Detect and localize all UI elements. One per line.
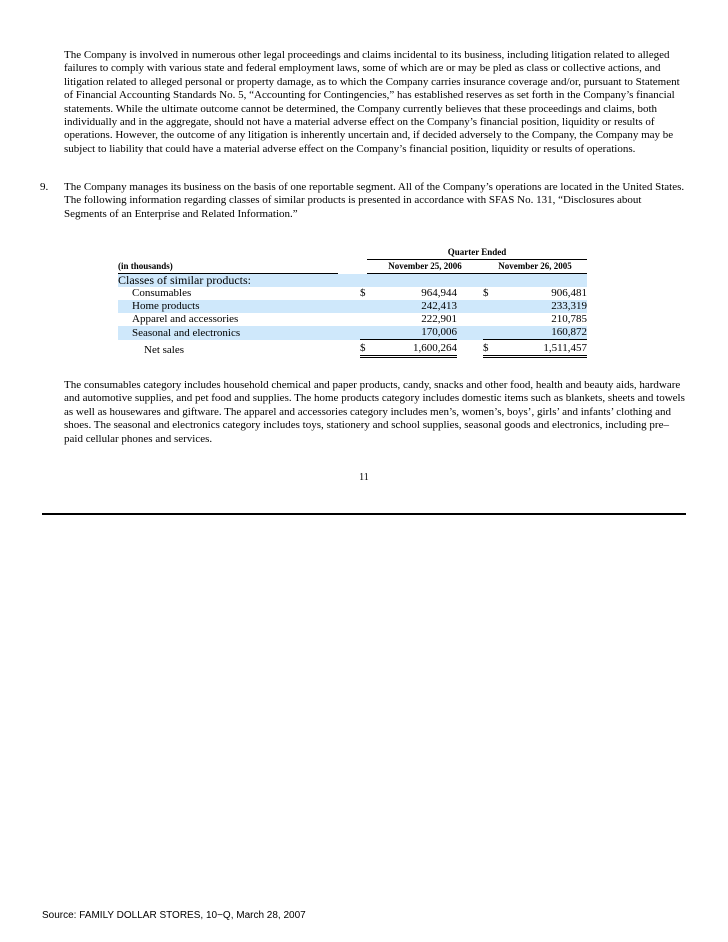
units-label: (in thousands) (118, 260, 338, 274)
row-label: Consumables (132, 287, 192, 299)
row-label: Apparel and accessories (132, 313, 239, 325)
value-2005: 210,785 (551, 313, 587, 325)
value-2006: 964,944 (421, 287, 457, 299)
currency-symbol: $ (360, 287, 366, 299)
section-label: Classes of similar products: (118, 274, 338, 288)
value-2005: 233,319 (492, 300, 587, 313)
quarter-ended-header: Quarter Ended (367, 246, 587, 260)
currency-symbol: $ (360, 340, 367, 357)
row-label: Home products (118, 300, 338, 313)
segment-paragraph: The Company manages its business on the basis of one reportable segment. All of the Company’s operations are located in the United States. The following information regarding classes of similar products is presented in accordance with SFAS No. 131, “Disclosures about Segments of an Enterprise and Related Information.” (64, 181, 685, 220)
product-classes-table (118, 246, 587, 358)
value-2005: 906,481 (551, 287, 587, 299)
page-number: 11 (359, 472, 369, 483)
total-2006: 1,600,264 (367, 340, 457, 357)
table-row (118, 326, 587, 340)
total-2005: 1,511,457 (492, 340, 587, 357)
total-label: Net sales (144, 343, 185, 356)
row-label: Seasonal and electronics (118, 326, 338, 340)
table-row (118, 300, 587, 313)
table-row (118, 313, 587, 326)
note-number: 9. (40, 181, 49, 193)
currency-symbol: $ (483, 287, 489, 299)
value-2006: 242,413 (367, 300, 457, 313)
value-2006: 170,006 (367, 326, 457, 340)
value-2006: 222,901 (421, 313, 457, 325)
value-2005: 160,872 (492, 326, 587, 340)
column-header-2006: November 25, 2006 (367, 260, 483, 274)
total-row (118, 340, 587, 357)
column-header-2005: November 26, 2005 (483, 260, 587, 274)
currency-symbol: $ (483, 340, 492, 357)
legal-proceedings-paragraph: The Company is involved in numerous other legal proceedings and claims incidental to its business, including litigation related to alleged failures to comply with various state and federal employment laws, some of which are or may be pled as class or collective actions, and litigation related to alleged personal or property damage, as to which the Company carries insurance coverage and/or, pursuant to Statement of Financial Accounting Standards No. 5, “Accounting for Contingencies,” has established reserves as set forth in the Company’s financial statements. While the ultimate outcome cannot be determined, the Company currently believes that these proceedings and claims, both individually and in the aggregate, should not have a material adverse effect on the Company’s financial position, liquidity or results of operations. However, the outcome of any litigation is inherently uncertain and, if decided adversely to the Company, the Company may be subject to liability that could have a material adverse effect on the Company’s financial position, liquidity or results of operations. (64, 49, 680, 155)
source-footer: Source: FAMILY DOLLAR STORES, 10−Q, March 28, 2007 (42, 910, 306, 921)
page-divider (42, 513, 686, 515)
categories-paragraph: The consumables category includes household chemical and paper products, candy, snacks and other food, health and beauty aids, hardware and automotive supplies, and pet food and supplies. The home products category includes domestic items such as blankets, sheets and towels as well as housewares and giftware. The apparel and accessories category includes men’s, women’s, boys’, girls’ and infants’ clothing and shoes. The seasonal and electronics category includes toys, stationery and school supplies, seasonal goods and electronics, including pre–paid cellular phones and services. (64, 379, 685, 445)
table-row (118, 287, 587, 300)
